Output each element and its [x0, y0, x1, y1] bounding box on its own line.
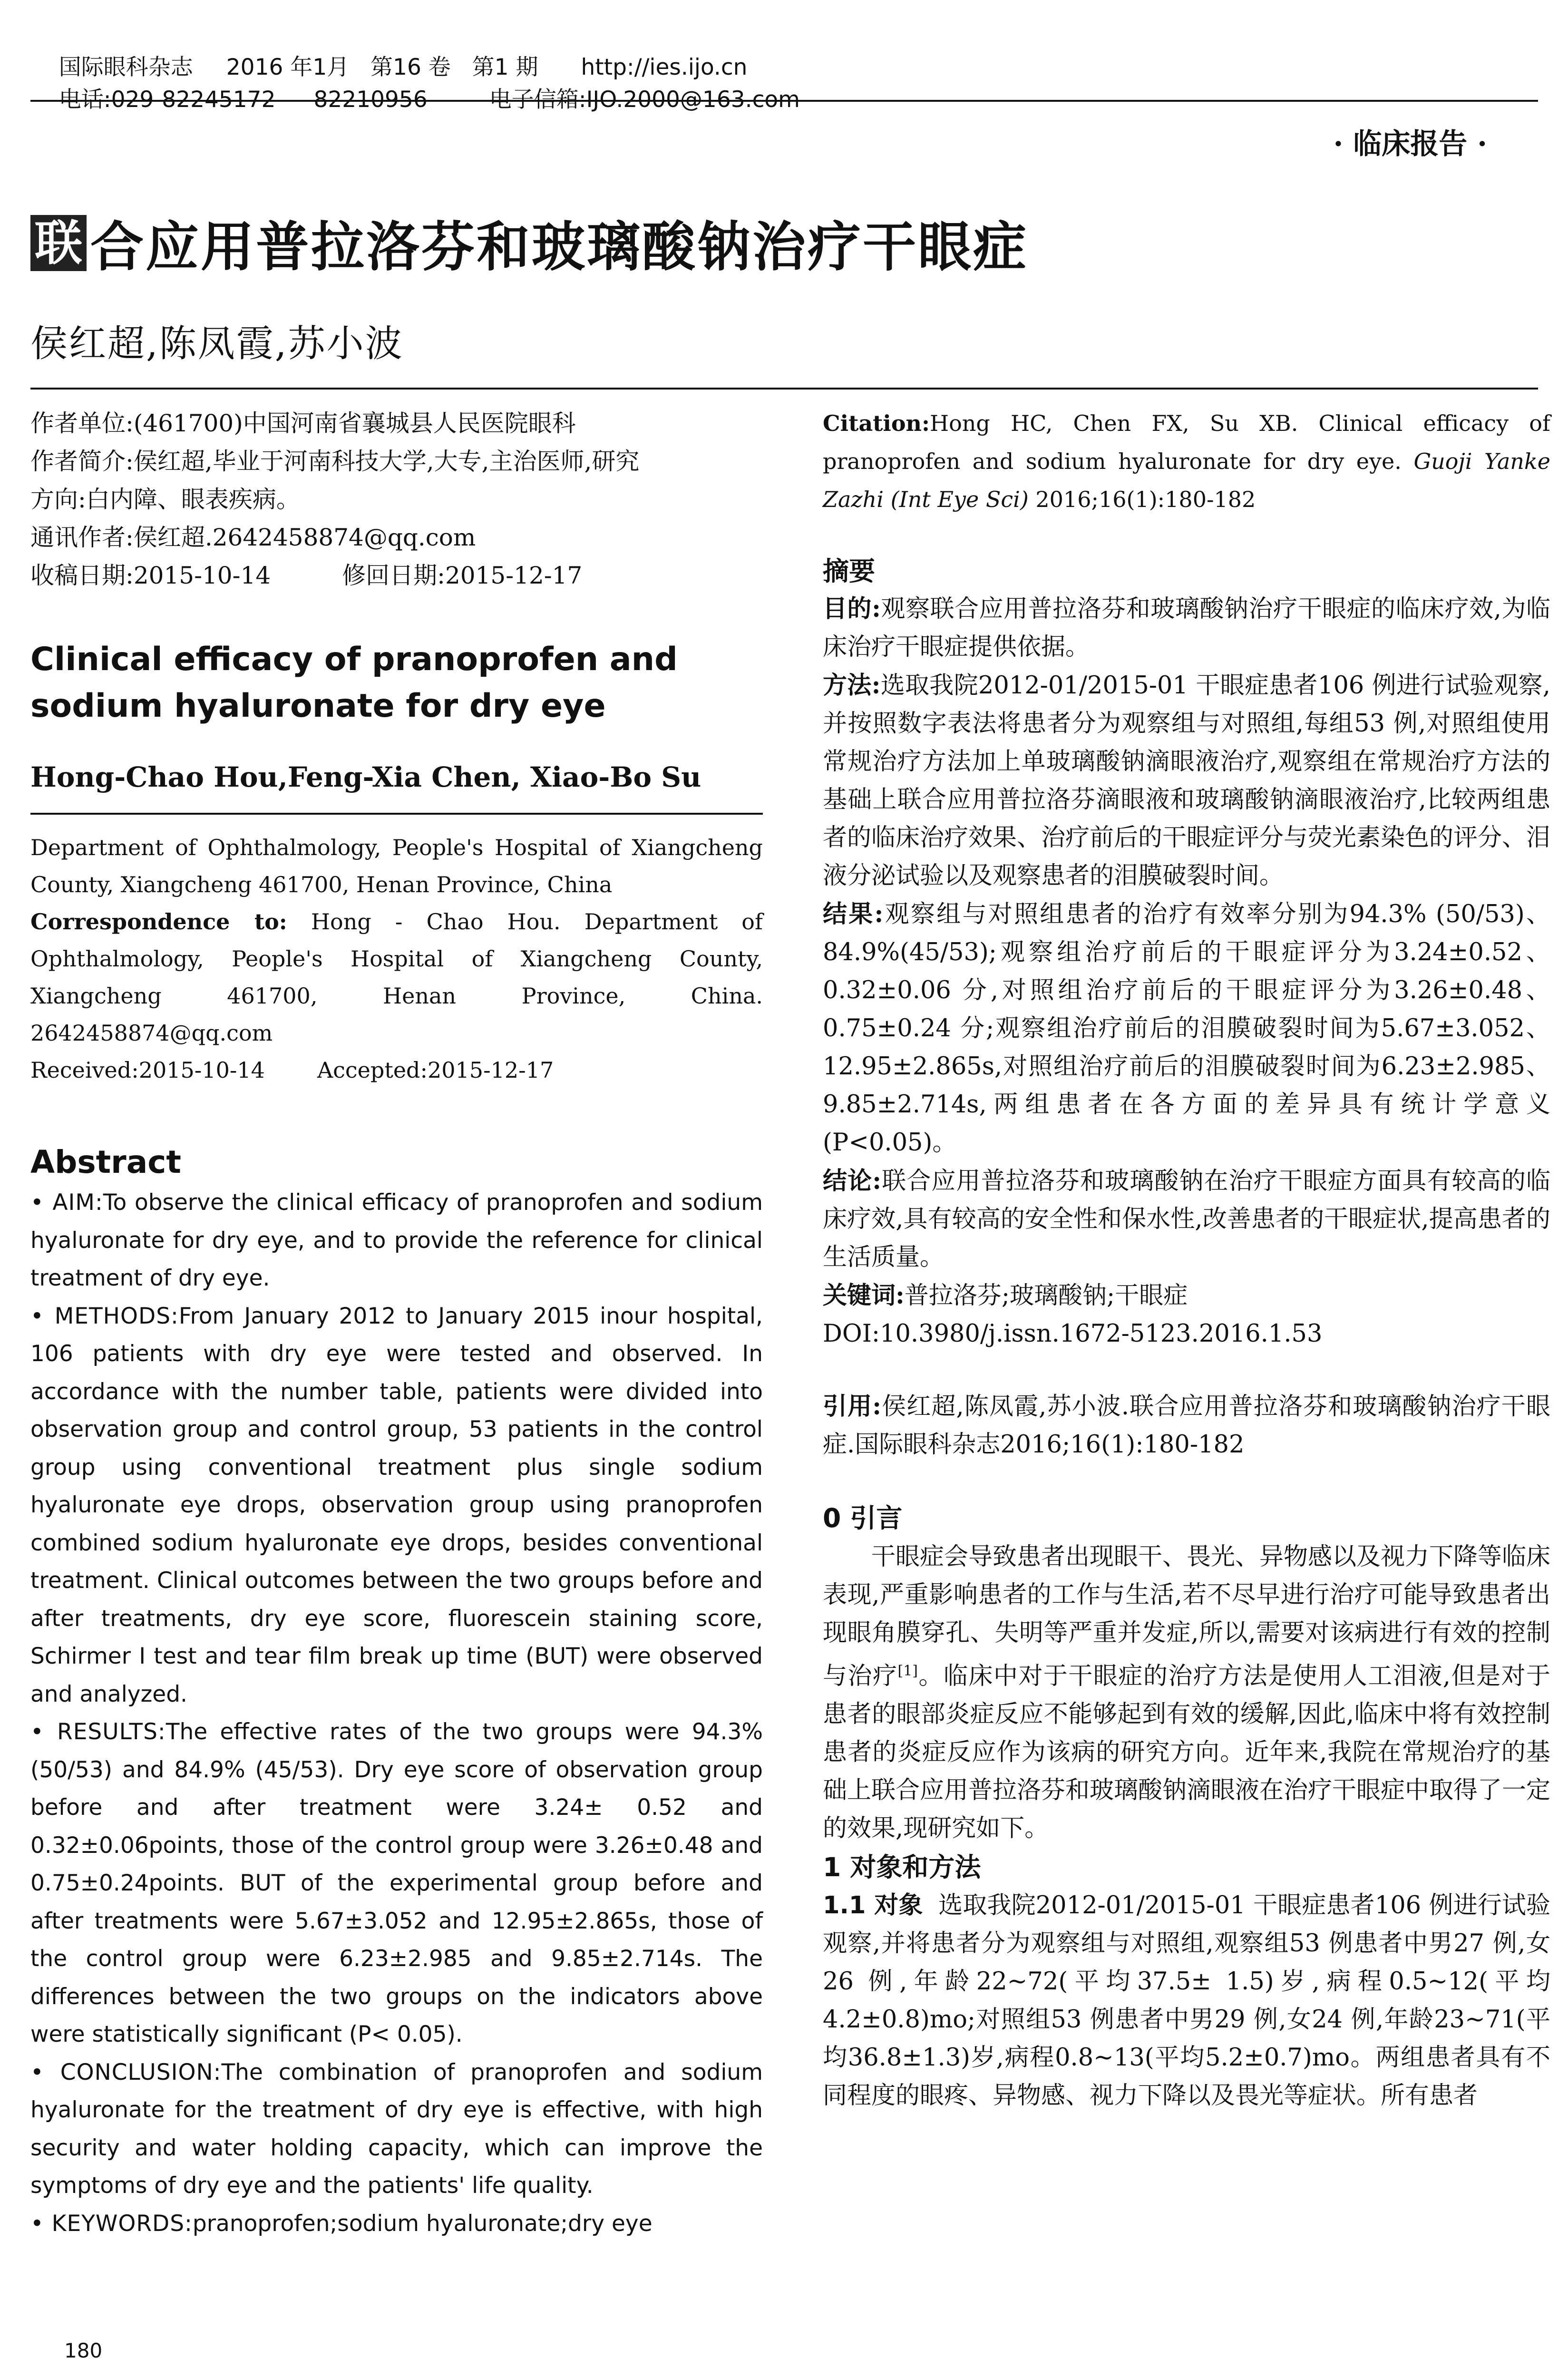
cn-keywords — [823, 1276, 1550, 1315]
journal-email: 电子信箱:IJO.2000@163.com — [489, 87, 800, 113]
aim-text: To observe the clinical efficacy of pranoprofen and sodium hyaluronate for dry eye, and to provide the reference for clinical treatment of dry eye. — [30, 1189, 763, 1291]
author-info — [30, 404, 763, 594]
journal-issue: 2016 年1月 第16 卷 第1 期 — [226, 54, 538, 80]
cn-keywords-text: 普拉洛芬;玻璃酸钠;干眼症 — [904, 1282, 1188, 1310]
english-dates — [30, 1052, 763, 1089]
citation-label: Citation: — [823, 410, 930, 436]
citation-journal: Guoji Yanke Zazhi (Int Eye Sci) — [823, 448, 1550, 512]
keywords-text: pranoprofen;sodium hyaluronate;dry eye — [192, 2210, 653, 2237]
abstract-aim — [30, 1184, 763, 1297]
cn-aim-text: 观察联合应用普拉洛芬和玻璃酸钠治疗干眼症的临床疗效,为临床治疗干眼症提供依据。 — [823, 595, 1550, 661]
journal-phone2: 82210956 — [313, 87, 428, 113]
author-bio-1: 作者简介:侯红超,毕业于河南科技大学,大专,主治医师,研究 — [30, 448, 640, 475]
received-dates — [30, 556, 763, 594]
received-date: 收稿日期:2015-10-14 — [30, 562, 271, 589]
revised-date: 修回日期:2015-12-17 — [342, 562, 583, 589]
authors-cn: 侯红超,陈凤霞,苏小波 — [30, 322, 404, 365]
affiliation-text: Department of Ophthalmology, People's Hospital of Xiangcheng County, Xiangcheng 461700, Henan Province, China — [30, 835, 763, 897]
cn-abstract-body — [823, 590, 1550, 1353]
cn-methods-label: 方法: — [823, 671, 881, 700]
english-accepted: Accepted:2015-12-17 — [317, 1057, 554, 1083]
cn-results-label: 结果: — [823, 900, 884, 928]
subjects-text: 选取我院2012-01/2015-01 干眼症患者106 例进行试验观察,并将患者分为观察组与对照组,观察组53 例患者中男27 例,女26 例,年龄22~72(平均37.5± 1.5)岁,病程0.5~12(平均4.2±0.8)mo;对照组53 例患者中男29 例,女24 例,年龄23~71(平均36.8±1.3)岁,病程0.8~13(平均5.2±0.7)mo。两组患者具有不同程度的眼疼、异物感、视力下降以及畏光等症状。所有患者 — [823, 1891, 1550, 2110]
intro-heading: 0 引言 — [823, 1503, 903, 1533]
cn-abstract-heading: 摘要 — [823, 556, 876, 586]
keywords-label: • KEYWORDS: — [30, 2210, 193, 2237]
conclusion-label: • CONCLUSION: — [30, 2059, 222, 2085]
intro-ref-1: [1] — [897, 1663, 918, 1679]
english-authors-rule — [30, 813, 763, 815]
methods-label: • METHODS: — [30, 1303, 179, 1329]
results-label: • RESULTS: — [30, 1719, 166, 1745]
results-text: The effective rates of the two groups were 94.3% (50/53) and 84.9% (45/53). Dry eye score of observation group before and after treatment were 3.24± 0.52 and 0.32±0.06points, those of the control group were 3.26±0.48 and 0.75±0.24points. BUT of the experimental group before and after treatments were 5.67±3.052 and 12.95±2.865s, those of the control group were 6.23±2.985 and 9.85±2.714s. The differences between the two groups on the indicators above were statistically significant (P< 0.05). — [30, 1719, 763, 2047]
methods-heading: 1 对象和方法 — [823, 1852, 981, 1882]
citation-block — [823, 404, 1550, 518]
page-number: 180 — [64, 2339, 103, 2362]
cn-conclusion-text: 联合应用普拉洛芬和玻璃酸钠在治疗干眼症方面具有较高的临床疗效,具有较高的安全性和保水性,改善患者的干眼症状,提高患者的生活质量。 — [823, 1167, 1550, 1271]
title-text: 合应用普拉洛芬和玻璃酸钠治疗干眼症 — [90, 216, 1028, 278]
cn-conclusion — [823, 1162, 1550, 1276]
article-title — [30, 205, 1028, 281]
abstract-conclusion — [30, 2054, 763, 2205]
author-bio-2: 方向:白内障、眼表疾病。 — [30, 486, 300, 513]
cn-aim-label: 目的: — [823, 594, 881, 623]
cn-conclusion-label: 结论: — [823, 1167, 882, 1195]
abstract-keywords — [30, 2205, 763, 2243]
intro-text-1: 干眼症会导致患者出现眼干、畏光、异物感以及视力下降等临床表现,严重影响患者的工作与生活,若不尽早进行治疗可能导致患者出现眼角膜穿孔、失明等严重并发症,所以,需要对该病进行有效的控制与治疗 — [823, 1543, 1551, 1690]
methods-subjects — [823, 1887, 1550, 2115]
intro-paragraph — [823, 1538, 1550, 1848]
abstract-heading: Abstract — [30, 1144, 181, 1180]
cn-citation-label: 引用: — [823, 1392, 882, 1421]
cn-results — [823, 895, 1550, 1162]
abstract-body — [30, 1184, 763, 2242]
correspondence-label: Correspondence to: — [30, 909, 287, 935]
journal-header — [30, 19, 1538, 113]
correspondence-text: Hong - Chao Hou. Department of Ophthalmology, People's Hospital of Xiangcheng County, Xiangcheng 461700, Henan Province, China. 2642458874@qq.com — [30, 909, 763, 1046]
cn-methods-text: 选取我院2012-01/2015-01 干眼症患者106 例进行试验观察,并按照数字表法将患者分为观察组与对照组,每组53 例,对照组使用常规治疗方法加上单玻璃酸钠滴眼液治疗,观察组在常规治疗方法的基础上联合应用普拉洛芬滴眼液和玻璃酸钠滴眼液治疗,比较两组患者的临床治疗效果、治疗前后的干眼症评分与荧光素染色的评分、泪液分泌试验以及观察患者的泪膜破裂时间。 — [823, 672, 1551, 890]
journal-name: 国际眼科杂志 — [58, 54, 193, 80]
subjects-label: 1.1 对象 — [823, 1891, 923, 1919]
corresponding-author: 通讯作者:侯红超.2642458874@qq.com — [30, 524, 476, 551]
cn-citation-text: 侯红超,陈凤霞,苏小波.联合应用普拉洛芬和玻璃酸钠治疗干眼症.国际眼科杂志2016;16(1):180-182 — [823, 1393, 1551, 1459]
english-affiliation — [30, 829, 763, 1089]
journal-url[interactable]: http://ies.ijo.cn — [581, 54, 748, 80]
author-unit: 作者单位:(461700)中国河南省襄城县人民医院眼科 — [30, 409, 576, 437]
cn-citation — [823, 1387, 1550, 1464]
cn-aim — [823, 590, 1550, 666]
abstract-results — [30, 1713, 763, 2054]
methods-text: From January 2012 to January 2015 inour hospital, 106 patients with dry eye were tested and observed. In accordance with the number table, patients were divided into observation group and control group, 53 patients in the control group using conventional treatment plus single sodium hyaluronate eye drops, observation group using pranoprofen combined sodium hyaluronate eye drops, besides conventional treatment. Clinical outcomes between the two groups before and after treatments, dry eye score, fluorescein staining score, Schirmer I test and tear film break up time (BUT) were observed and analyzed. — [30, 1303, 763, 1707]
cn-methods — [823, 666, 1550, 895]
citation-text-pre: Hong HC, Chen FX, Su XB. Clinical efficacy of pranoprofen and sodium hyaluronate for dry eye. — [823, 410, 1550, 474]
aim-label: • AIM: — [30, 1189, 103, 1216]
conclusion-text: The combination of pranoprofen and sodium hyaluronate for the treatment of dry eye is effective, with high security and water holding capacity, which can improve the symptoms of dry eye and the patients' life quality. — [30, 2059, 763, 2199]
title-initial-block: 联 — [30, 215, 87, 271]
header-rule — [30, 100, 1538, 102]
cn-keywords-label: 关键词: — [823, 1281, 905, 1310]
cn-results-text: 观察组与对照组患者的治疗有效率分别为94.3% (50/53)、84.9%(45/53);观察组治疗前后的干眼症评分为3.24±0.52、0.32±0.06 分,对照组治疗前后的干眼症评分为3.26±0.48、0.75±0.24 分;观察组治疗前后的泪膜破裂时间为5.67±3.052、12.95±2.865s,对照组治疗前后的泪膜破裂时间为6.23±2.985、9.85±2.714s,两组患者在各方面的差异具有统计学意义(P<0.05)。 — [823, 900, 1551, 1157]
english-title: Clinical efficacy of pranoprofen and sodium hyaluronate for dry eye — [30, 641, 678, 725]
abstract-methods — [30, 1297, 763, 1714]
intro-text-2: 。临床中对于干眼症的治疗方法是使用人工泪液,但是对于患者的眼部炎症反应不能够起到有效的缓解,因此,临床中将有效控制患者的炎症反应作为该病的研究方向。近年来,我院在常规治疗的基础上联合应用普拉洛芬和玻璃酸钠滴眼液在治疗干眼症中取得了一定的效果,现研究如下。 — [823, 1662, 1551, 1842]
english-authors: Hong-Chao Hou,Feng-Xia Chen, Xiao-Bo Su — [30, 761, 701, 793]
section-tag: · 临床报告 · — [1333, 127, 1487, 161]
correspondence — [30, 903, 763, 1052]
authors-rule — [30, 388, 1538, 390]
journal-phone: 电话:029-82245172 — [58, 87, 276, 113]
right-column — [823, 404, 1550, 2115]
left-column — [30, 404, 763, 2242]
english-received: Received:2015-10-14 — [30, 1057, 265, 1083]
citation-text-post: 2016;16(1):180-182 — [1028, 487, 1256, 512]
cn-doi: DOI:10.3980/j.issn.1672-5123.2016.1.53 — [823, 1320, 1323, 1348]
